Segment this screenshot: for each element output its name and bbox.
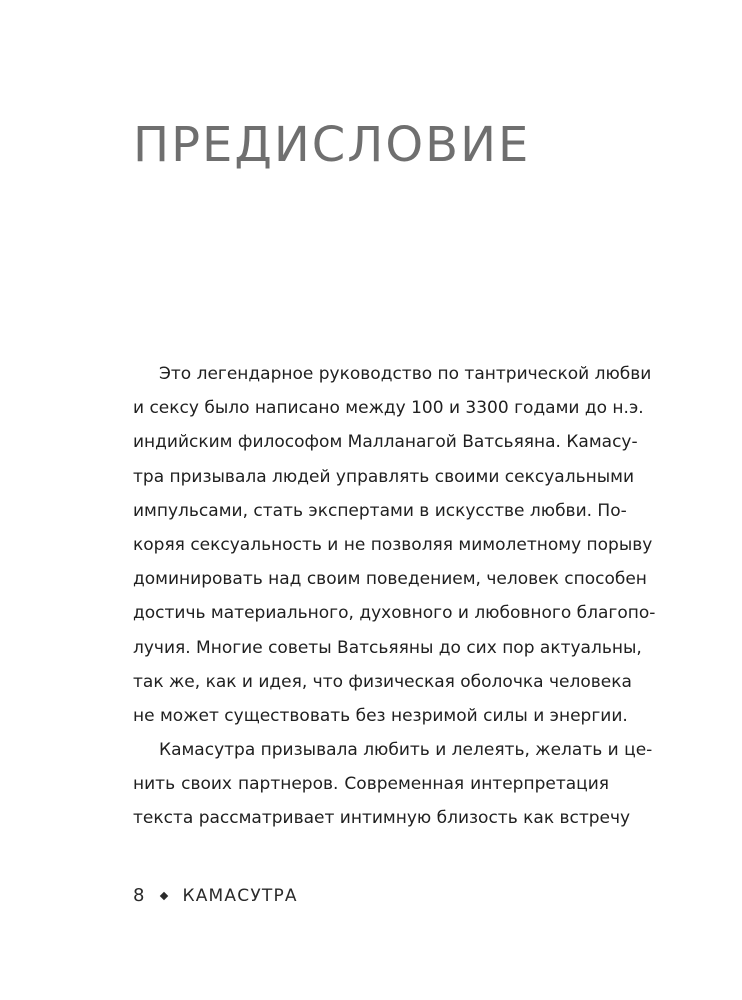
- diamond-icon: [160, 891, 168, 899]
- text-line: индийским философом Малланагой Ватсьяяна. Камасу-: [133, 432, 638, 453]
- paragraph-1: [133, 357, 656, 733]
- running-title: КАМАСУТРА: [182, 885, 298, 906]
- text-line: нить своих партнеров. Современная интерпретация: [133, 774, 609, 795]
- text-line: так же, как и идея, что физическая оболочка человека: [133, 671, 632, 692]
- page-footer: [133, 885, 298, 906]
- text-line: и сексу было написано между 100 и 3300 годами до н.э.: [133, 398, 644, 419]
- text-line: доминировать над своим поведением, человек способен: [133, 569, 647, 590]
- text-line: не может существовать без незримой силы и энергии.: [133, 705, 628, 726]
- chapter-title: ПРЕДИСЛОВИЕ: [133, 117, 531, 173]
- paragraph-2: [133, 733, 653, 836]
- text-line: достичь материального, духовного и любовного благопо-: [133, 603, 656, 624]
- text-line: Камасутра призывала любить и лелеять, желать и це-: [159, 740, 653, 761]
- text-line: текста рассматривает интимную близость как встречу: [133, 808, 631, 829]
- text-line: лучия. Многие советы Ватсьяяны до сих пор актуальны,: [133, 637, 642, 658]
- text-line: коряя сексуальность и не позволяя мимолетному порыву: [133, 534, 653, 555]
- text-line: Это легендарное руководство по тантрической любви: [159, 364, 652, 384]
- text-line: тра призывала людей управлять своими сексуальными: [133, 466, 635, 487]
- page-number: 8: [133, 885, 145, 906]
- body-text: [133, 357, 656, 836]
- text-line: импульсами, стать экспертами в искусстве любви. По-: [133, 500, 627, 521]
